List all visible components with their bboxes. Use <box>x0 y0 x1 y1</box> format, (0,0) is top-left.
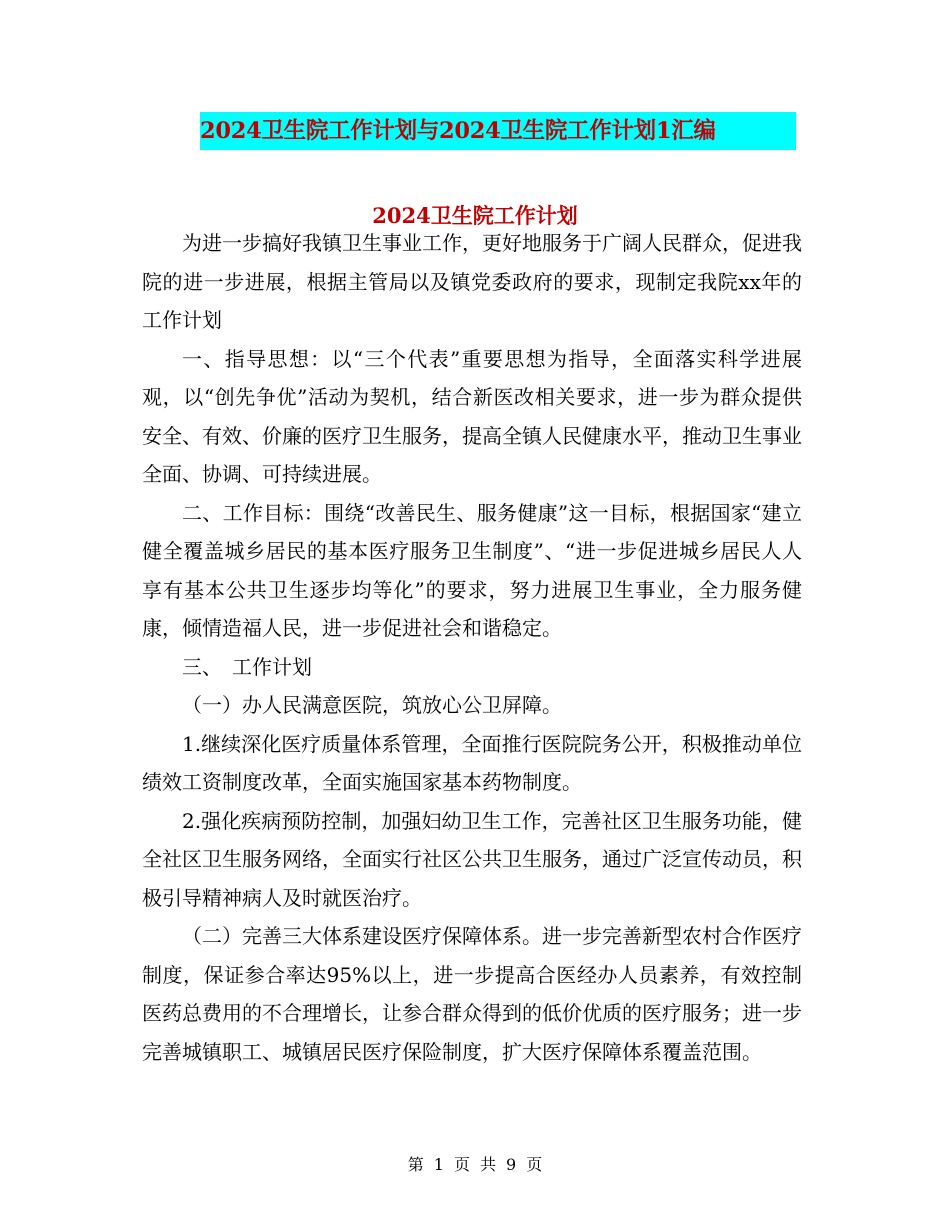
footer-total-pages: 9 <box>506 1155 517 1174</box>
footer-prefix: 第 <box>407 1155 424 1174</box>
document-body <box>142 224 802 1071</box>
section-title: 2024卫生院工作计划 <box>372 203 578 228</box>
paragraph-subheading-one: （一）办人民满意医院，筑放心公卫屏障。 <box>182 693 562 717</box>
paragraph-intro: 为进一步搞好我镇卫生事业工作，更好地服务于广阔人民群众，促进我院的进一步进展，根据主管局以及镇党委政府的要求，现制定我院xx年的工作计划 <box>142 231 802 332</box>
paragraph-work-goals: 二、工作目标：围绕“改善民生、服务健康”这一目标，根据国家“建立健全覆盖城乡居民的基本医疗服务卫生制度”、“进一步促进城乡居民人人享有基本公共卫生逐步均等化”的要求，努力进展卫生事业，全力服务健康，倾情造福人民，进一步促进社会和谐稳定。 <box>142 500 802 640</box>
footer-total-label: 共 <box>480 1155 497 1174</box>
footer-suffix: 页 <box>526 1155 543 1174</box>
footer-page-number: 1 <box>433 1155 444 1174</box>
paragraph-item-2: 2.强化疾病预防控制，加强妇幼卫生工作，完善社区卫生服务功能，健全社区卫生服务网络，全面实行社区公共卫生服务，通过广泛宣传动员，积极引导精神病人及时就医治疗。 <box>142 808 802 910</box>
document-title: 2024卫生院工作计划与2024卫生院工作计划1汇编 <box>200 112 796 150</box>
paragraph-work-plan-heading: 三、 工作计划 <box>182 654 312 679</box>
paragraph-item-1: 1.继续深化医疗质量体系管理，全面推行医院院务公开，积极推动单位绩效工资制度改革，全面实施国家基本药物制度。 <box>142 731 802 794</box>
paragraph-subheading-two: （二）完善三大体系建设医疗保障体系。进一步完善新型农村合作医疗制度，保证参合率达95%以上，进一步提高合医经办人员素养，有效控制医药总费用的不合理增长，让参合群众得到的低价优质的医疗服务；进一步完善城镇职工、城镇居民医疗保险制度，扩大医疗保障体系覆盖范围。 <box>142 924 802 1064</box>
page-footer <box>0 1150 950 1180</box>
footer-page-label: 页 <box>453 1155 470 1174</box>
paragraph-guiding-ideology: 一、指导思想：以“三个代表”重要思想为指导，全面落实科学进展观，以“创先争优”活动为契机，结合新医改相关要求，进一步为群众提供安全、有效、价廉的医疗卫生服务，提高全镇人民健康水平，推动卫生事业全面、协调、可持续进展。 <box>142 346 802 486</box>
